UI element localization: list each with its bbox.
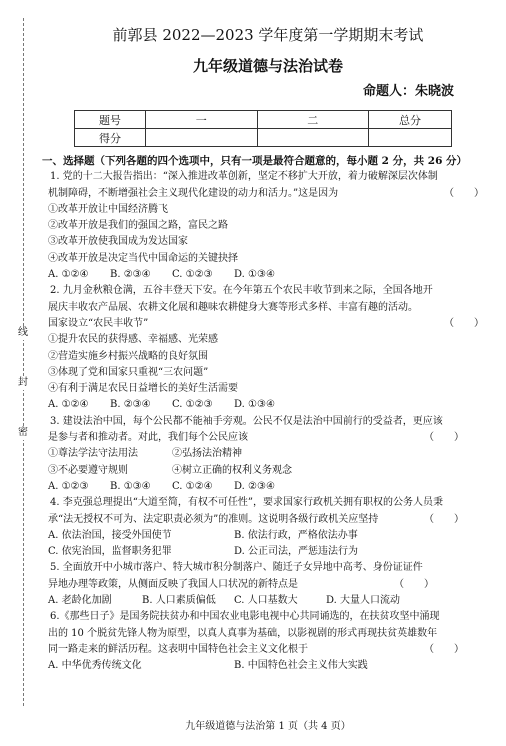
question-6-line [42,642,494,658]
question-6-choices [42,658,494,674]
question-1-text: 机制障碍，不断增强社会主义现代化建设的动力和活力。”这是因为 [48,187,339,199]
answer-paren: （ ） [444,317,484,329]
page-footer: 九年级道德与法治第 1 页（共 4 页） [185,721,351,732]
choice-c: C. ①②③ [172,399,213,411]
choice-b: B. ①③④ [110,480,151,492]
margin-char-secret: 密 [18,427,28,438]
choice-a: A. 老龄化加剧 [48,595,112,607]
question-1-item: ④改革开放是决定当代中国命运的关键抉择 [48,252,238,264]
choice-b: B. 依法行政，严格依法办事 [234,529,358,541]
exam-title: 前郭县 2022—2023 学年度第一学期期末考试 [112,26,424,44]
question-4-choices [42,528,494,544]
question-5-line [42,577,494,593]
answer-paren: （ ） [394,578,434,590]
score-table [74,110,452,147]
choice-d: D. ①③④ [234,269,275,281]
question-1-choices [42,267,494,283]
choice-b: B. 人口素质偏低 [142,595,216,607]
question-2-item: ③体现了党和国家只重视“三农问题” [48,366,209,378]
score-table-header-row [75,111,452,129]
question-1-item: ③改革开放使我国成为发达国家 [48,236,188,248]
question-3-item: ③不必要遵守规则 [48,464,128,476]
score-table-score-row [75,129,452,147]
exam-author: 命题人：朱晓波 [362,84,454,99]
score-cell-label: 题号 [75,111,146,129]
exam-subtitle: 九年级道德与法治试卷 [192,57,343,75]
choice-d: D. 公正司法，严惩违法行为 [234,546,359,558]
question-3-choices [42,479,494,495]
question-4-line [42,512,494,528]
question-2-item: ②营造实施乡村振兴战略的良好氛围 [48,350,208,362]
score-cell-score-label: 得分 [75,129,146,147]
question-3-text: 是参与者和推动者。对此，我们每个公民应该 [48,432,248,444]
question-3-items [42,463,494,479]
question-1-line [42,186,494,202]
question-1-item: ①改革开放让中国经济腾飞 [48,203,168,215]
score-cell-total: 总分 [369,111,452,129]
question-5-line: 5. 全面放开中小城市落户、特大城市积分制落户、随迁子女异地中高考、身份证证件 [50,562,423,574]
choice-d: D. 大量人口流动 [326,595,401,607]
question-4-line: 4. 李克强总理提出“大道至简，有权不可任性”，要求国家行政机关拥有职权的公务人员秉 [50,497,443,509]
choice-c: C. ①②③ [172,269,213,281]
section-heading: 一、选择题（下列各题的四个选项中，只有一项是最符合题意的，每小题 2 分，共 26 分） [42,155,468,167]
score-cell-empty[interactable] [369,129,452,147]
score-cell-empty[interactable] [146,129,258,147]
question-6-line: 出的 10 个脱贫先锋人物为原型，以真人真事为基础，以影视剧的形式再现扶贫英雄数年 [48,627,438,639]
question-4-choices [42,544,494,560]
question-3-line [42,430,494,446]
question-5-choices [42,593,494,609]
question-2-item: ①提升农民的获得感、幸福感、光荣感 [48,334,218,346]
question-1-line: 1. 党的十二大报告指出：“深入推进改革创新，坚定不移扩大开放，着力破解深层次体制 [50,171,438,183]
question-1-item: ②改革开放是我们的强国之路，富民之路 [48,220,228,232]
choice-d: D. ①③④ [234,399,275,411]
answer-paren: （ ） [444,187,484,199]
choice-c: C. 人口基数大 [234,595,298,607]
choice-a: A. ①②④ [48,399,89,411]
question-3-item: ①尊法学法守法用法 [48,448,138,460]
question-4-text: 承“法无授权不可为、法定职责必须为”的准则。这说明各级行政机关应坚持 [48,513,379,525]
choice-b: B. ②③④ [110,269,151,281]
choice-b: B. ②③④ [110,399,151,411]
score-cell-part2: 二 [257,111,369,129]
margin-char-seal: 封 [18,377,28,388]
choice-a: A. 中华优秀传统文化 [48,660,142,672]
choice-d: D. ②③④ [234,480,275,492]
question-2-text: 国家设立“农民丰收节” [48,317,149,329]
answer-paren: （ ） [424,513,464,525]
choice-a: A. 依法治国，接受外国使节 [48,529,172,541]
question-3-item: ④树立正确的权利义务观念 [172,464,292,476]
answer-paren: （ ） [424,432,464,444]
question-2-line: 2. 九月金秋粮仓满，五谷丰登天下安。在今年第五个农民丰收节到来之际，全国各地开 [50,285,433,297]
question-3-items [42,446,494,462]
choice-a: A. ①②④ [48,269,89,281]
question-2-line [42,316,494,332]
question-3-line: 3. 建设法治中国，每个公民都不能袖手旁观。公民不仅是法治中国前行的受益者，更应该 [50,415,443,427]
answer-paren: （ ） [424,643,464,655]
question-2-choices [42,397,494,413]
margin-char-line: 线 [18,327,28,338]
questions-body [42,153,494,675]
choice-b: B. 中国特色社会主义伟大实践 [234,660,368,672]
choice-c: C. 依宪治国，监督职务犯罪 [48,546,172,558]
score-cell-part1: 一 [146,111,258,129]
binding-dashed-line [23,18,24,706]
score-cell-empty[interactable] [257,129,369,147]
question-2-line: 展庆丰收农产品展、农耕文化展和趣味农耕健身大赛等形式多样、丰富有趣的活动。 [48,301,418,313]
choice-a: A. ①②③ [48,480,89,492]
question-2-item: ④有利于满足农民日益增长的美好生活需要 [48,383,238,395]
question-6-text: 同一路走来的鲜活历程。这表明中国特色社会主义文化根于 [48,643,308,655]
choice-c: C. ①②④ [172,480,213,492]
question-6-line: 6.《那些日子》是国务院扶贫办和中国农业电影电视中心共同诵选的，在扶贫攻坚中涌现 [50,611,440,623]
question-3-item: ②弘扬法治精神 [172,448,242,460]
question-5-text: 异地办理等政策，从侧面反映了我国人口状况的新特点是 [48,578,298,590]
